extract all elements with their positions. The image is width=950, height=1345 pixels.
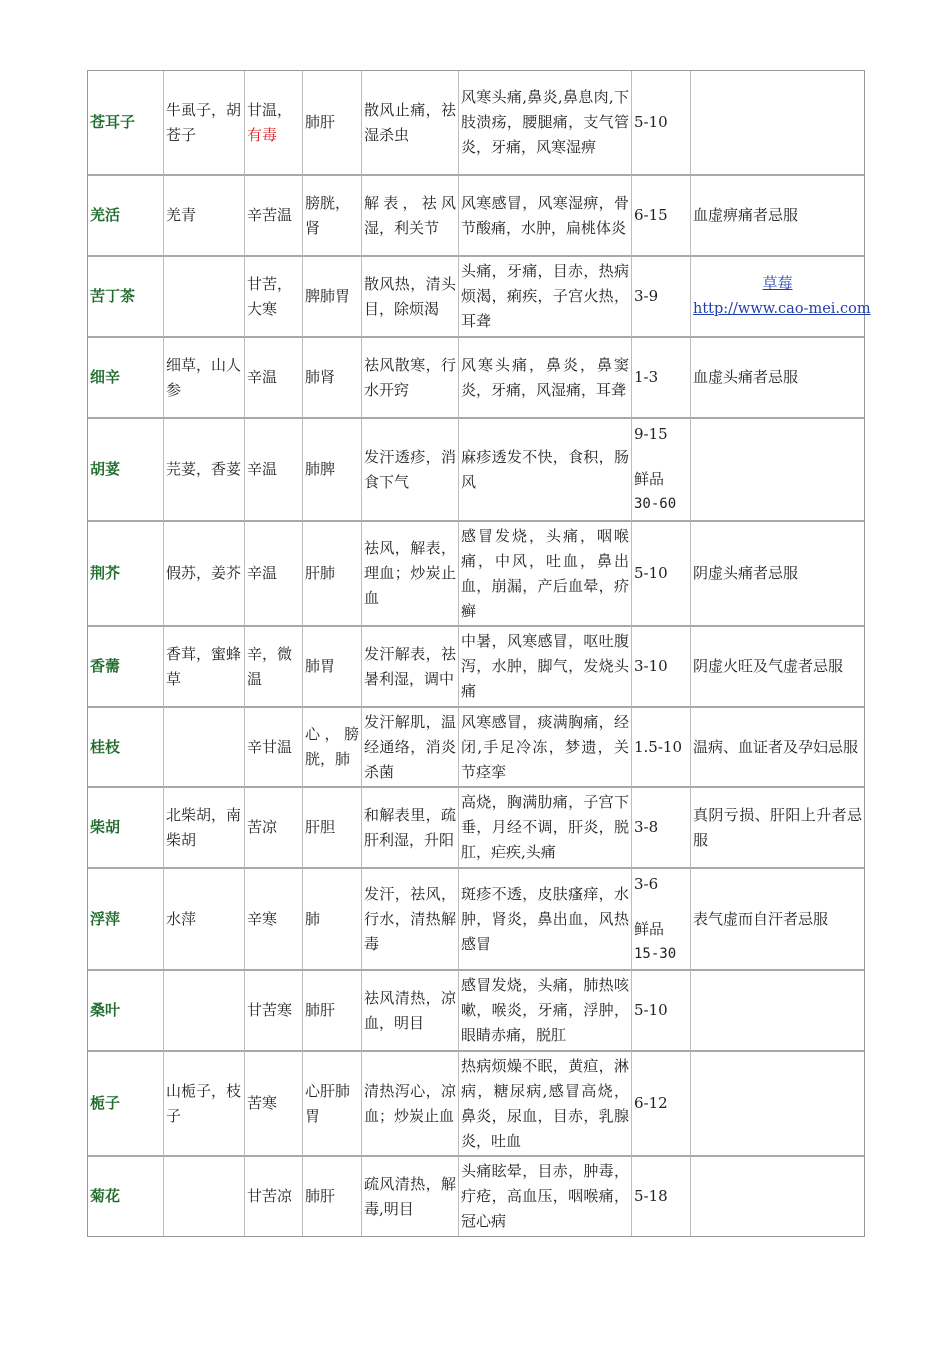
herb-effect: 解表，祛风湿，利关节: [362, 176, 459, 257]
herb-effect: 发汗，祛风，行水，清热解毒: [362, 869, 459, 971]
herb-meridian: 肺肝: [303, 971, 362, 1052]
fresh-label: 鲜品: [634, 919, 665, 938]
table-row: [88, 1052, 864, 1157]
herb-meridian: 肺肝: [303, 71, 362, 176]
herb-nature: 辛苦温: [245, 176, 303, 257]
herb-name: 桂枝: [88, 708, 164, 788]
herb-effect: 散风止痛，祛湿杀虫: [362, 71, 459, 176]
herb-name: 菊花: [88, 1157, 164, 1236]
herb-dose: 5-10: [632, 522, 691, 627]
herb-nature: 苦凉: [245, 788, 303, 869]
herb-name: 栀子: [88, 1052, 164, 1157]
herb-indication: 感冒发烧，头痛，肺热咳嗽，喉炎，牙痛，浮肿，眼睛赤痛，脱肛: [459, 971, 632, 1052]
herb-note: 血虚头痛者忌服: [691, 338, 864, 419]
herb-indication: 热病烦燥不眠，黄疸，淋病，糖尿病,感冒高烧，鼻炎，尿血，目赤，乳腺炎，吐血: [459, 1052, 632, 1157]
herb-dose: 3-10: [632, 627, 691, 708]
site-link-url[interactable]: http://www.cao-mei.com: [693, 301, 871, 317]
herb-effect: 发汗透疹，消食下气: [362, 419, 459, 522]
herb-name: 苦丁茶: [88, 257, 164, 338]
table-row: [88, 257, 864, 338]
fresh-label: 鲜品: [634, 470, 665, 488]
herb-nature: 甘温， 有毒: [245, 71, 303, 176]
herb-indication: 风寒感冒，风寒湿痹，骨节酸痛，水肿，扁桃体炎: [459, 176, 632, 257]
herb-alias: 牛虱子，胡苍子: [164, 71, 245, 176]
herb-nature: 辛温: [245, 338, 303, 419]
herb-indication: 头痛，牙痛，目赤，热病烦渴，痢疾，子宫火热，耳聋: [459, 257, 632, 338]
herb-name: 荆芥: [88, 522, 164, 627]
table-row: [88, 419, 864, 522]
herb-dose: 3-9: [632, 257, 691, 338]
herb-name: 桑叶: [88, 971, 164, 1052]
herb-dose: 5-10: [632, 71, 691, 176]
toxic-label: 有毒: [247, 125, 278, 144]
herb-note: [691, 1157, 864, 1236]
herb-meridian: 肺: [303, 869, 362, 971]
herb-indication: 中暑，风寒感冒，呕吐腹泻，水肿，脚气，发烧头痛: [459, 627, 632, 708]
herb-alias: [164, 1157, 245, 1236]
table-row: [88, 788, 864, 869]
herb-alias: 芫荽，香荽: [164, 419, 245, 522]
herb-meridian: 肺脾: [303, 419, 362, 522]
herb-dose: 3-8: [632, 788, 691, 869]
herb-alias: 羌青: [164, 176, 245, 257]
table-row: [88, 971, 864, 1052]
herb-note: [691, 419, 864, 522]
herb-dose: 1-3: [632, 338, 691, 419]
herb-nature: 辛温: [245, 419, 303, 522]
herb-note: 阴虚火旺及气虚者忌服: [691, 627, 864, 708]
herb-note: [691, 971, 864, 1052]
herb-nature: 甘苦，大寒: [245, 257, 303, 338]
fresh-dose: 15-30: [634, 945, 677, 962]
herb-meridian: 膀胱，肾: [303, 176, 362, 257]
dose-value: 3-6: [634, 874, 659, 893]
herb-meridian: 肝肺: [303, 522, 362, 627]
herb-alias: [164, 708, 245, 788]
herb-meridian: 脾肺胃: [303, 257, 362, 338]
table-row: [88, 1157, 864, 1236]
herb-note: [691, 71, 864, 176]
herb-dose: [632, 869, 691, 971]
herb-alias: 北柴胡，南柴胡: [164, 788, 245, 869]
herb-dose: 6-15: [632, 176, 691, 257]
herb-alias: 山栀子，枝子: [164, 1052, 245, 1157]
herb-nature: 苦寒: [245, 1052, 303, 1157]
herb-dose: 5-18: [632, 1157, 691, 1236]
herb-indication: 高烧，胸满肋痛，子宫下垂，月经不调，肝炎，脱肛，疟疾,头痛: [459, 788, 632, 869]
herb-indication: 风寒头痛,鼻炎,鼻息肉,下肢溃疡，腰腿痛，支气管炎，牙痛，风寒湿痹: [459, 71, 632, 176]
herb-alias: 香茸，蜜蜂草: [164, 627, 245, 708]
herb-note: 血虚痹痛者忌服: [691, 176, 864, 257]
herb-dose: [632, 419, 691, 522]
herb-dose: 1.5-10: [632, 708, 691, 788]
herb-name: 胡荽: [88, 419, 164, 522]
herb-note: 温病、血证者及孕妇忌服: [691, 708, 864, 788]
herb-indication: 感冒发烧，头痛，咽喉痛，中风，吐血，鼻出血，崩漏，产后血晕，疥癣: [459, 522, 632, 627]
table-row: [88, 522, 864, 627]
table-row: [88, 627, 864, 708]
herb-nature: 辛温: [245, 522, 303, 627]
herb-dose: 5-10: [632, 971, 691, 1052]
herb-indication: 风寒头痛，鼻炎，鼻窦炎，牙痛，风湿痛，耳聋: [459, 338, 632, 419]
herb-effect: 清热泻心，凉血；炒炭止血: [362, 1052, 459, 1157]
herb-note: 阴虚头痛者忌服: [691, 522, 864, 627]
herb-name: 羌活: [88, 176, 164, 257]
herb-name: 细辛: [88, 338, 164, 419]
herb-effect: 祛风散寒，行水开窍: [362, 338, 459, 419]
herb-meridian: 肺肝: [303, 1157, 362, 1236]
herb-meridian: 肺肾: [303, 338, 362, 419]
herb-nature: 辛，微温: [245, 627, 303, 708]
herb-indication: 风寒感冒，痰满胸痛，经闭,手足冷冻，梦遗，关节痉挛: [459, 708, 632, 788]
herb-alias: 水萍: [164, 869, 245, 971]
herb-nature: 甘苦寒: [245, 971, 303, 1052]
herb-name: 柴胡: [88, 788, 164, 869]
herb-nature: 甘苦凉: [245, 1157, 303, 1236]
herb-indication: 头痛眩晕，目赤，肿毒，疔疮，高血压，咽喉痛，冠心病: [459, 1157, 632, 1236]
table-row: [88, 71, 864, 176]
herb-effect: 和解表里，疏肝利湿，升阳: [362, 788, 459, 869]
herb-effect: 祛风，解表，理血；炒炭止血: [362, 522, 459, 627]
herb-name: 香薷: [88, 627, 164, 708]
herb-effect: 散风热，清头目，除烦渴: [362, 257, 459, 338]
herb-name: 浮萍: [88, 869, 164, 971]
herb-table: [87, 70, 871, 1237]
herb-nature: 辛寒: [245, 869, 303, 971]
herb-indication: 斑疹不透，皮肤瘙痒，水肿，肾炎，鼻出血，风热感冒: [459, 869, 632, 971]
herb-alias: 细草，山人参: [164, 338, 245, 419]
herb-effect: 祛风清热，凉血，明目: [362, 971, 459, 1052]
herb-note: 真阴亏损、肝阳上升者忌服: [691, 788, 864, 869]
herb-alias: [164, 257, 245, 338]
site-link-title[interactable]: 草莓: [762, 274, 793, 292]
herb-note: [691, 1052, 864, 1157]
herb-meridian: 心肝肺胃: [303, 1052, 362, 1157]
herb-meridian: 肺胃: [303, 627, 362, 708]
herb-meridian: 心，膀胱，肺: [303, 708, 362, 788]
herb-nature: 辛甘温: [245, 708, 303, 788]
table-row: [88, 708, 864, 788]
herb-indication: 麻疹透发不快，食积，肠风: [459, 419, 632, 522]
herb-meridian: 肝胆: [303, 788, 362, 869]
table-row: [88, 338, 864, 419]
herb-dose: 6-12: [632, 1052, 691, 1157]
herb-name: 苍耳子: [88, 71, 164, 176]
dose-value: 9-15: [634, 425, 668, 443]
herb-note: 表气虚而自汗者忌服: [691, 869, 864, 971]
table-row: [88, 176, 864, 257]
table-row: [88, 869, 864, 971]
herb-note: [691, 257, 871, 338]
herb-effect: 疏风清热，解毒,明目: [362, 1157, 459, 1236]
fresh-dose: 30-60: [634, 496, 677, 512]
herb-alias: [164, 971, 245, 1052]
herb-effect: 发汗解表，祛暑利湿，调中: [362, 627, 459, 708]
herb-alias: 假苏，姜芥: [164, 522, 245, 627]
herb-effect: 发汗解肌，温经通络，消炎杀菌: [362, 708, 459, 788]
